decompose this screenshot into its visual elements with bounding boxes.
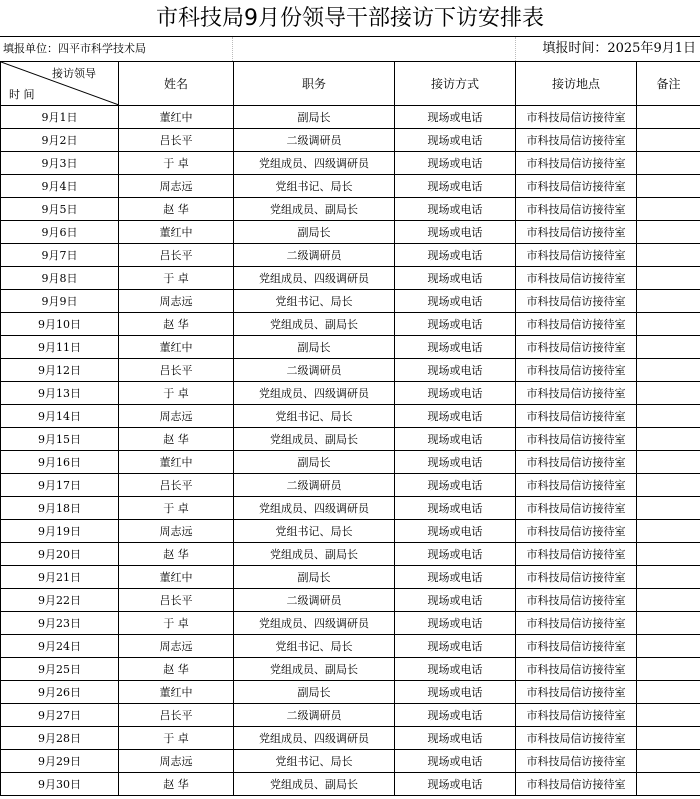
- cell-method: 现场或电话: [395, 727, 516, 750]
- cell-method: 现场或电话: [395, 566, 516, 589]
- cell-position: 党组成员、四级调研员: [234, 497, 395, 520]
- table-row: [1, 497, 700, 520]
- cell-name: 于 卓: [119, 612, 234, 635]
- cell-method: 现场或电话: [395, 520, 516, 543]
- cell-remarks: [637, 267, 700, 290]
- cell-date: 9月12日: [1, 359, 119, 382]
- cell-date: 9月14日: [1, 405, 119, 428]
- cell-name: 周志远: [119, 405, 234, 428]
- cell-remarks: [637, 773, 700, 796]
- table-row: [1, 543, 700, 566]
- column-header-name: 姓名: [119, 62, 234, 106]
- cell-date: 9月30日: [1, 773, 119, 796]
- cell-position: 副局长: [234, 681, 395, 704]
- cell-location: 市科技局信访接待室: [516, 198, 637, 221]
- cell-position: 副局长: [234, 336, 395, 359]
- cell-name: 于 卓: [119, 497, 234, 520]
- cell-method: 现场或电话: [395, 428, 516, 451]
- cell-method: 现场或电话: [395, 221, 516, 244]
- cell-name: 董红中: [119, 566, 234, 589]
- cell-location: 市科技局信访接待室: [516, 612, 637, 635]
- cell-position: 党组书记、局长: [234, 290, 395, 313]
- cell-method: 现场或电话: [395, 773, 516, 796]
- cell-position: 党组成员、副局长: [234, 198, 395, 221]
- cell-location: 市科技局信访接待室: [516, 451, 637, 474]
- cell-name: 赵 华: [119, 198, 234, 221]
- cell-position: 二级调研员: [234, 704, 395, 727]
- table-row: [1, 359, 700, 382]
- cell-date: 9月15日: [1, 428, 119, 451]
- table-row: [1, 750, 700, 773]
- cell-name: 赵 华: [119, 428, 234, 451]
- table-row: [1, 727, 700, 750]
- cell-location: 市科技局信访接待室: [516, 589, 637, 612]
- cell-name: 吕长平: [119, 704, 234, 727]
- cell-name: 于 卓: [119, 152, 234, 175]
- meta-divider: [515, 37, 516, 61]
- cell-date: 9月10日: [1, 313, 119, 336]
- cell-position: 副局长: [234, 221, 395, 244]
- cell-remarks: [637, 589, 700, 612]
- cell-position: 党组成员、四级调研员: [234, 727, 395, 750]
- cell-remarks: [637, 681, 700, 704]
- cell-date: 9月24日: [1, 635, 119, 658]
- cell-location: 市科技局信访接待室: [516, 267, 637, 290]
- table-row: [1, 589, 700, 612]
- column-header-remarks: 备注: [637, 62, 700, 106]
- cell-location: 市科技局信访接待室: [516, 221, 637, 244]
- table-row: [1, 681, 700, 704]
- cell-date: 9月28日: [1, 727, 119, 750]
- cell-name: 于 卓: [119, 267, 234, 290]
- table-row: [1, 520, 700, 543]
- cell-position: 党组成员、副局长: [234, 773, 395, 796]
- cell-date: 9月19日: [1, 520, 119, 543]
- table-row: [1, 244, 700, 267]
- table-row: [1, 336, 700, 359]
- cell-method: 现场或电话: [395, 175, 516, 198]
- cell-name: 于 卓: [119, 382, 234, 405]
- cell-date: 9月4日: [1, 175, 119, 198]
- corner-header-cell: [1, 62, 119, 106]
- cell-remarks: [637, 543, 700, 566]
- cell-date: 9月2日: [1, 129, 119, 152]
- cell-location: 市科技局信访接待室: [516, 382, 637, 405]
- cell-location: 市科技局信访接待室: [516, 313, 637, 336]
- cell-location: 市科技局信访接待室: [516, 244, 637, 267]
- cell-remarks: [637, 152, 700, 175]
- cell-date: 9月21日: [1, 566, 119, 589]
- cell-name: 周志远: [119, 290, 234, 313]
- cell-remarks: [637, 313, 700, 336]
- cell-position: 党组成员、四级调研员: [234, 382, 395, 405]
- cell-location: 市科技局信访接待室: [516, 727, 637, 750]
- cell-name: 董红中: [119, 451, 234, 474]
- cell-remarks: [637, 382, 700, 405]
- table-row: [1, 267, 700, 290]
- cell-name: 吕长平: [119, 474, 234, 497]
- cell-date: 9月7日: [1, 244, 119, 267]
- cell-position: 副局长: [234, 566, 395, 589]
- cell-remarks: [637, 497, 700, 520]
- table-row: [1, 129, 700, 152]
- cell-position: 党组成员、副局长: [234, 658, 395, 681]
- table-row: [1, 451, 700, 474]
- cell-position: 二级调研员: [234, 244, 395, 267]
- cell-name: 周志远: [119, 520, 234, 543]
- cell-location: 市科技局信访接待室: [516, 635, 637, 658]
- reporting-date: 填报时间：2025年9月1日: [542, 41, 696, 56]
- meta-row: [0, 36, 700, 61]
- cell-position: 党组书记、局长: [234, 175, 395, 198]
- cell-location: 市科技局信访接待室: [516, 497, 637, 520]
- cell-name: 于 卓: [119, 727, 234, 750]
- cell-date: 9月1日: [1, 106, 119, 129]
- cell-location: 市科技局信访接待室: [516, 543, 637, 566]
- cell-location: 市科技局信访接待室: [516, 405, 637, 428]
- cell-position: 党组书记、局长: [234, 635, 395, 658]
- table-row: [1, 405, 700, 428]
- cell-method: 现场或电话: [395, 198, 516, 221]
- table-row: [1, 773, 700, 796]
- cell-position: 二级调研员: [234, 474, 395, 497]
- cell-method: 现场或电话: [395, 313, 516, 336]
- cell-location: 市科技局信访接待室: [516, 175, 637, 198]
- cell-location: 市科技局信访接待室: [516, 106, 637, 129]
- cell-location: 市科技局信访接待室: [516, 474, 637, 497]
- cell-method: 现场或电话: [395, 474, 516, 497]
- cell-remarks: [637, 520, 700, 543]
- cell-name: 吕长平: [119, 589, 234, 612]
- cell-position: 党组成员、副局长: [234, 428, 395, 451]
- cell-date: 9月20日: [1, 543, 119, 566]
- cell-name: 赵 华: [119, 543, 234, 566]
- table-header-row: [1, 62, 700, 106]
- cell-date: 9月13日: [1, 382, 119, 405]
- document-title: 市科技局9月份领导干部接访下访安排表: [156, 6, 544, 31]
- table-row: [1, 198, 700, 221]
- corner-label-time: 时 间: [9, 88, 35, 101]
- table-row: [1, 612, 700, 635]
- cell-location: 市科技局信访接待室: [516, 750, 637, 773]
- cell-method: 现场或电话: [395, 451, 516, 474]
- meta-divider: [232, 37, 233, 61]
- cell-remarks: [637, 428, 700, 451]
- table-row: [1, 221, 700, 244]
- cell-method: 现场或电话: [395, 382, 516, 405]
- cell-date: 9月23日: [1, 612, 119, 635]
- table-row: [1, 635, 700, 658]
- cell-method: 现场或电话: [395, 635, 516, 658]
- cell-location: 市科技局信访接待室: [516, 428, 637, 451]
- cell-date: 9月25日: [1, 658, 119, 681]
- cell-location: 市科技局信访接待室: [516, 566, 637, 589]
- cell-name: 赵 华: [119, 313, 234, 336]
- table-row: [1, 566, 700, 589]
- cell-position: 党组成员、副局长: [234, 543, 395, 566]
- cell-remarks: [637, 750, 700, 773]
- cell-method: 现场或电话: [395, 290, 516, 313]
- corner-label-leader: 接访领导: [52, 67, 96, 80]
- cell-location: 市科技局信访接待室: [516, 359, 637, 382]
- cell-name: 周志远: [119, 175, 234, 198]
- cell-location: 市科技局信访接待室: [516, 773, 637, 796]
- cell-name: 吕长平: [119, 359, 234, 382]
- cell-location: 市科技局信访接待室: [516, 681, 637, 704]
- table-row: [1, 704, 700, 727]
- cell-position: 二级调研员: [234, 129, 395, 152]
- cell-date: 9月22日: [1, 589, 119, 612]
- cell-date: 9月11日: [1, 336, 119, 359]
- table-row: [1, 382, 700, 405]
- table-row: [1, 313, 700, 336]
- cell-date: 9月26日: [1, 681, 119, 704]
- cell-remarks: [637, 244, 700, 267]
- cell-remarks: [637, 198, 700, 221]
- cell-date: 9月17日: [1, 474, 119, 497]
- cell-position: 党组书记、局长: [234, 405, 395, 428]
- cell-remarks: [637, 658, 700, 681]
- cell-method: 现场或电话: [395, 359, 516, 382]
- cell-method: 现场或电话: [395, 244, 516, 267]
- table-row: [1, 428, 700, 451]
- cell-name: 董红中: [119, 681, 234, 704]
- table-row: [1, 175, 700, 198]
- cell-date: 9月6日: [1, 221, 119, 244]
- cell-date: 9月29日: [1, 750, 119, 773]
- cell-position: 二级调研员: [234, 359, 395, 382]
- table-row: [1, 152, 700, 175]
- cell-remarks: [637, 474, 700, 497]
- cell-date: 9月5日: [1, 198, 119, 221]
- cell-position: 党组书记、局长: [234, 750, 395, 773]
- cell-location: 市科技局信访接待室: [516, 520, 637, 543]
- table-row: [1, 106, 700, 129]
- cell-method: 现场或电话: [395, 106, 516, 129]
- cell-location: 市科技局信访接待室: [516, 129, 637, 152]
- cell-name: 赵 华: [119, 658, 234, 681]
- cell-method: 现场或电话: [395, 267, 516, 290]
- cell-location: 市科技局信访接待室: [516, 336, 637, 359]
- cell-name: 董红中: [119, 221, 234, 244]
- cell-date: 9月16日: [1, 451, 119, 474]
- cell-remarks: [637, 727, 700, 750]
- cell-remarks: [637, 704, 700, 727]
- cell-remarks: [637, 129, 700, 152]
- cell-remarks: [637, 359, 700, 382]
- column-header-method: 接访方式: [395, 62, 516, 106]
- cell-name: 董红中: [119, 106, 234, 129]
- cell-date: 9月27日: [1, 704, 119, 727]
- cell-remarks: [637, 635, 700, 658]
- cell-remarks: [637, 336, 700, 359]
- cell-method: 现场或电话: [395, 497, 516, 520]
- cell-method: 现场或电话: [395, 129, 516, 152]
- cell-name: 赵 华: [119, 773, 234, 796]
- cell-remarks: [637, 566, 700, 589]
- cell-date: 9月18日: [1, 497, 119, 520]
- reporting-unit: 填报单位：四平市科学技术局: [3, 42, 146, 55]
- column-header-location: 接访地点: [516, 62, 637, 106]
- cell-name: 周志远: [119, 750, 234, 773]
- cell-date: 9月9日: [1, 290, 119, 313]
- cell-position: 党组书记、局长: [234, 520, 395, 543]
- cell-remarks: [637, 175, 700, 198]
- cell-remarks: [637, 106, 700, 129]
- cell-method: 现场或电话: [395, 658, 516, 681]
- cell-remarks: [637, 290, 700, 313]
- cell-name: 吕长平: [119, 244, 234, 267]
- cell-remarks: [637, 221, 700, 244]
- cell-remarks: [637, 612, 700, 635]
- cell-method: 现场或电话: [395, 704, 516, 727]
- cell-date: 9月8日: [1, 267, 119, 290]
- cell-method: 现场或电话: [395, 336, 516, 359]
- cell-location: 市科技局信访接待室: [516, 704, 637, 727]
- cell-method: 现场或电话: [395, 612, 516, 635]
- cell-method: 现场或电话: [395, 750, 516, 773]
- cell-name: 周志远: [119, 635, 234, 658]
- cell-location: 市科技局信访接待室: [516, 152, 637, 175]
- cell-remarks: [637, 451, 700, 474]
- cell-position: 党组成员、四级调研员: [234, 152, 395, 175]
- cell-position: 党组成员、四级调研员: [234, 612, 395, 635]
- cell-location: 市科技局信访接待室: [516, 658, 637, 681]
- cell-remarks: [637, 405, 700, 428]
- table-row: [1, 290, 700, 313]
- cell-method: 现场或电话: [395, 152, 516, 175]
- cell-method: 现场或电话: [395, 405, 516, 428]
- schedule-table: [0, 61, 700, 796]
- cell-location: 市科技局信访接待室: [516, 290, 637, 313]
- cell-method: 现场或电话: [395, 589, 516, 612]
- table-row: [1, 474, 700, 497]
- cell-position: 二级调研员: [234, 589, 395, 612]
- cell-name: 吕长平: [119, 129, 234, 152]
- table-row: [1, 658, 700, 681]
- cell-method: 现场或电话: [395, 543, 516, 566]
- cell-position: 党组成员、四级调研员: [234, 267, 395, 290]
- cell-position: 党组成员、副局长: [234, 313, 395, 336]
- cell-date: 9月3日: [1, 152, 119, 175]
- cell-position: 副局长: [234, 106, 395, 129]
- cell-name: 董红中: [119, 336, 234, 359]
- cell-method: 现场或电话: [395, 681, 516, 704]
- column-header-position: 职务: [234, 62, 395, 106]
- cell-position: 副局长: [234, 451, 395, 474]
